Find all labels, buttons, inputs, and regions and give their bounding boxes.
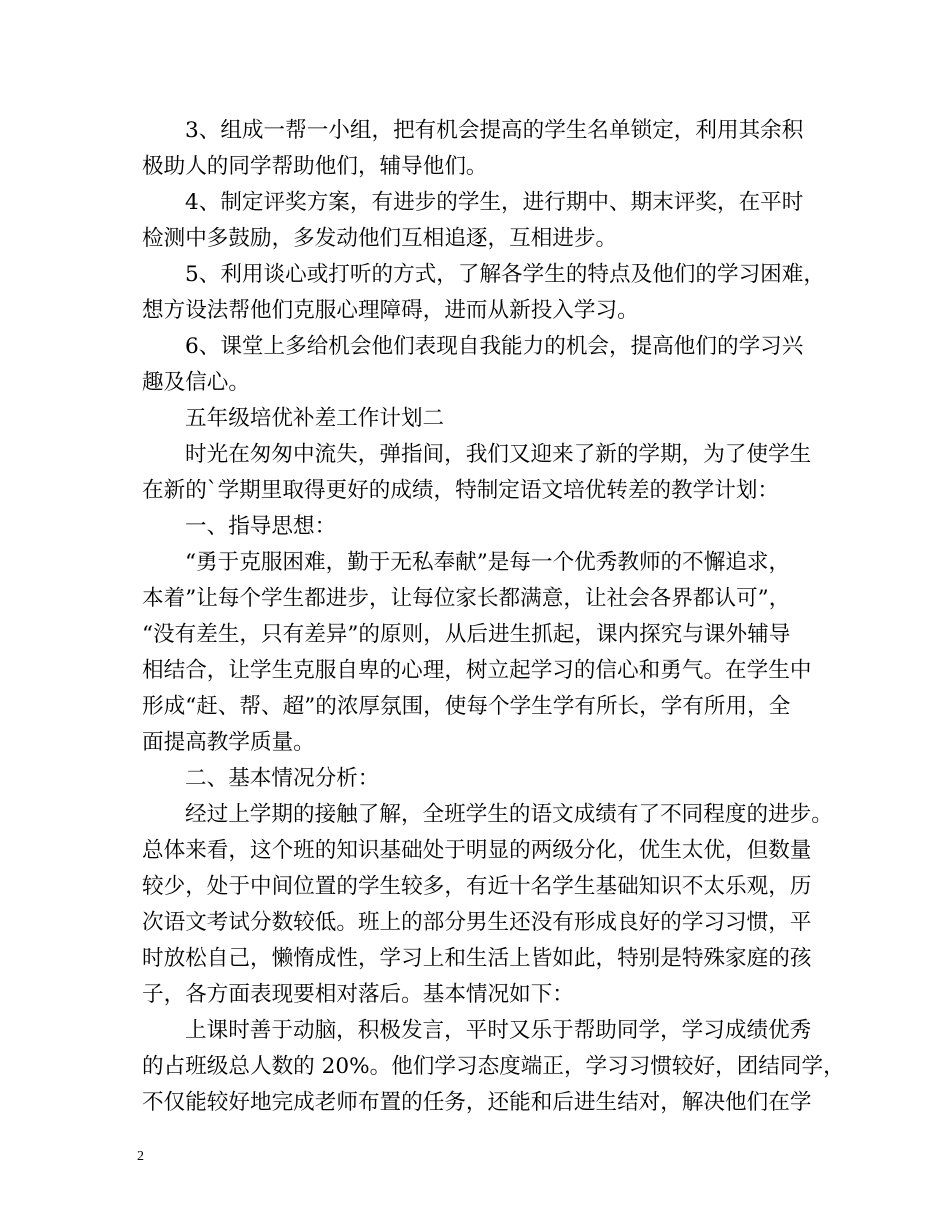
text-line: 极助人的同学帮助他们，辅导他们。 bbox=[142, 154, 488, 179]
text-line: 的占班级总人数的 20%。他们学习态度端正，学习习惯较好，团结同学， bbox=[142, 1054, 845, 1079]
text-line: 检测中多鼓励，多发动他们互相追逐，互相进步。 bbox=[142, 226, 618, 251]
text-line: 想方设法帮他们克服心理障碍，进而从新投入学习。 bbox=[142, 298, 639, 323]
text-line: 二、基本情况分析： bbox=[185, 766, 380, 791]
text-line: 较少，处于中间位置的学生较多，有近十名学生基础知识不太乐观，历 bbox=[142, 874, 812, 899]
text-line: 趣及信心。 bbox=[142, 370, 250, 395]
text-line: 一、指导思想： bbox=[185, 514, 337, 539]
text-line: 5、利用谈心或打听的方式，了解各学生的特点及他们的学习困难， bbox=[185, 262, 825, 287]
text-line: 子，各方面表现要相对落后。基本情况如下： bbox=[142, 982, 574, 1007]
text-line: 不仅能较好地完成老师布置的任务，还能和后进生结对，解决他们在学 bbox=[142, 1090, 812, 1115]
text-line: 上课时善于动脑，积极发言，平时又乐于帮助同学，学习成绩优秀 bbox=[185, 1018, 812, 1043]
page-number: 2 bbox=[137, 1149, 144, 1164]
body-text bbox=[142, 113, 845, 1121]
text-line: 经过上学期的接触了解，全班学生的语文成绩有了不同程度的进步。 bbox=[185, 802, 833, 827]
text-line: 本着”让每个学生都进步，让每位家长都满意，让社会各界都认可”， bbox=[142, 586, 791, 611]
text-line: 总体来看，这个班的知识基础处于明显的两级分化，优生太优，但数量 bbox=[142, 838, 812, 863]
text-line: 时光在匆匆中流失，弹指间，我们又迎来了新的学期，为了使学生 bbox=[185, 442, 812, 467]
text-line: 3、组成一帮一小组，把有机会提高的学生名单锁定，利用其余积 bbox=[185, 118, 804, 143]
text-line: 次语文考试分数较低。班上的部分男生还没有形成良好的学习习惯，平 bbox=[142, 910, 812, 935]
text-line: 面提高教学质量。 bbox=[142, 730, 315, 755]
text-line: “勇于克服困难，勤于无私奉献”是每一个优秀教师的不懈追求， bbox=[185, 550, 791, 575]
text-line: 在新的`学期里取得更好的成绩，特制定语文培优转差的教学计划： bbox=[142, 478, 780, 503]
text-line: 4、制定评奖方案，有进步的学生，进行期中、期末评奖，在平时 bbox=[185, 190, 804, 215]
text-line: 形成“赶、帮、超”的浓厚氛围，使每个学生学有所长，学有所用，全 bbox=[142, 694, 791, 719]
text-line: 6、课堂上多给机会他们表现自我能力的机会，提高他们的学习兴 bbox=[185, 334, 804, 359]
text-line: 五年级培优补差工作计划二 bbox=[185, 406, 445, 431]
text-line: 时放松自己，懒惰成性，学习上和生活上皆如此，特别是特殊家庭的孩 bbox=[142, 946, 812, 971]
text-line: “没有差生，只有差异”的原则，从后进生抓起，课内探究与课外辅导 bbox=[142, 622, 791, 647]
text-line: 相结合，让学生克服自卑的心理，树立起学习的信心和勇气。在学生中 bbox=[142, 658, 812, 683]
